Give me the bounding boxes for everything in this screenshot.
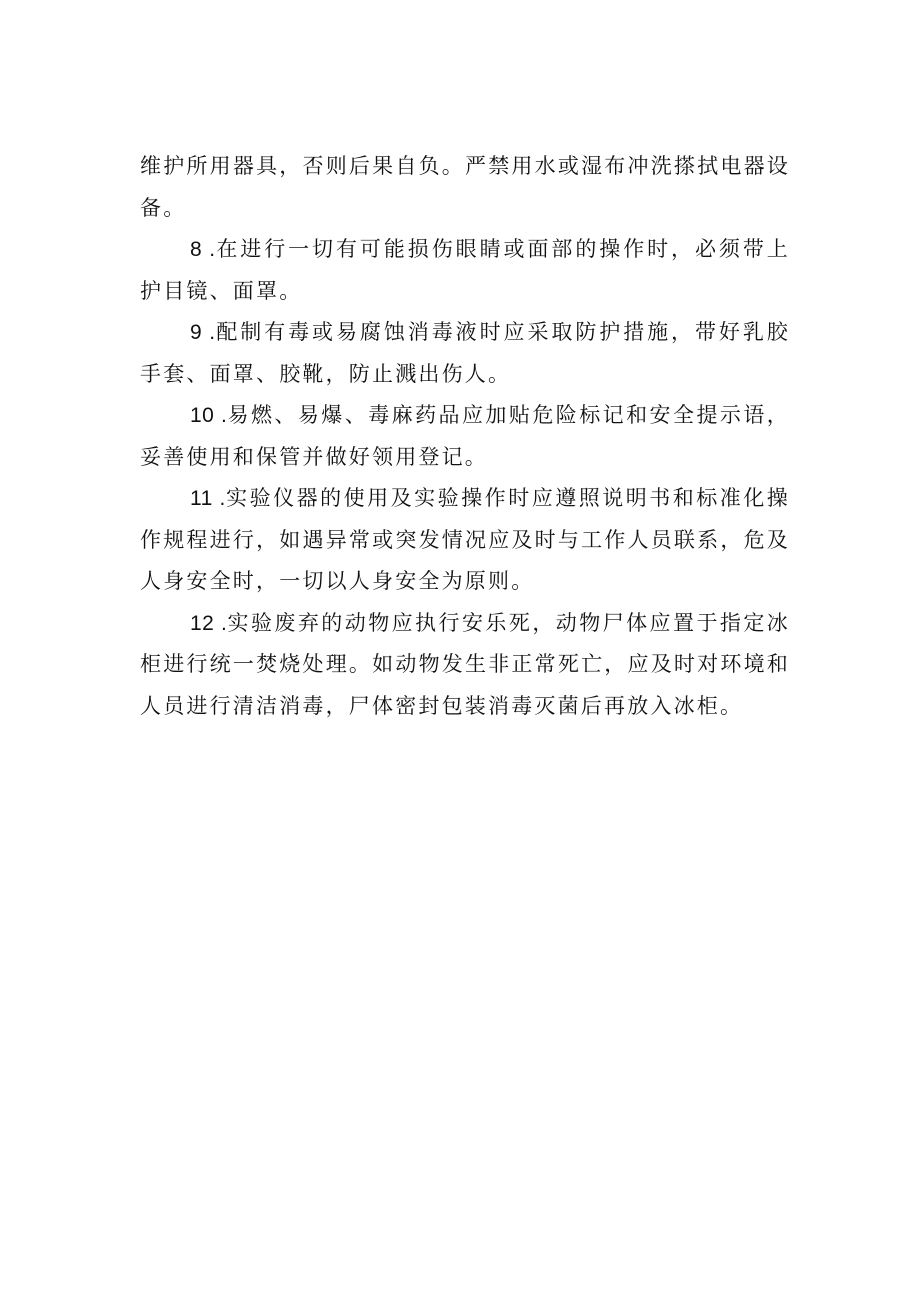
paragraph-text: 实验仪器的使用及实验操作时应遵照说明书和标准化操作规程进行，如遇异常或突发情况应及时与工作人员联系，危及人身安全时，一切以人身安全为原则。: [140, 486, 790, 593]
paragraph-item-11: [140, 478, 790, 603]
item-number: 9 .: [190, 321, 216, 344]
document-page: [140, 146, 790, 727]
paragraph-item-9: [140, 312, 790, 395]
item-number: 8 .: [190, 238, 216, 261]
paragraph-text: 维护所用器具，否则后果自负。严禁用水或湿布冲洗搽拭电器设备。: [140, 154, 790, 220]
item-number: 12 .: [190, 611, 228, 635]
item-number: 10 .: [190, 404, 228, 427]
paragraph-item-12: [140, 603, 790, 728]
paragraph-text: 配制有毒或易腐蚀消毒液时应采取防护措施，带好乳胶手套、面罩、胶靴，防止溅出伤人。: [140, 320, 790, 386]
paragraph-text: 实验废弃的动物应执行安乐死，动物尸体应置于指定冰柜进行统一焚烧处理。如动物发生非正常死亡，应及时对环境和人员进行清洁消毒，尸体密封包装消毒灭菌后再放入冰柜。: [140, 610, 790, 718]
item-number: 11 .: [190, 487, 226, 510]
paragraph-continuation: [140, 146, 790, 229]
paragraph-text: 易燃、易爆、毒麻药品应加贴危险标记和安全提示语，妥善使用和保管并做好领用登记。: [140, 403, 790, 469]
paragraph-item-8: [140, 229, 790, 312]
paragraph-item-10: [140, 395, 790, 478]
paragraph-text: 在进行一切有可能损伤眼睛或面部的操作时，必须带上护目镜、面罩。: [140, 237, 790, 303]
